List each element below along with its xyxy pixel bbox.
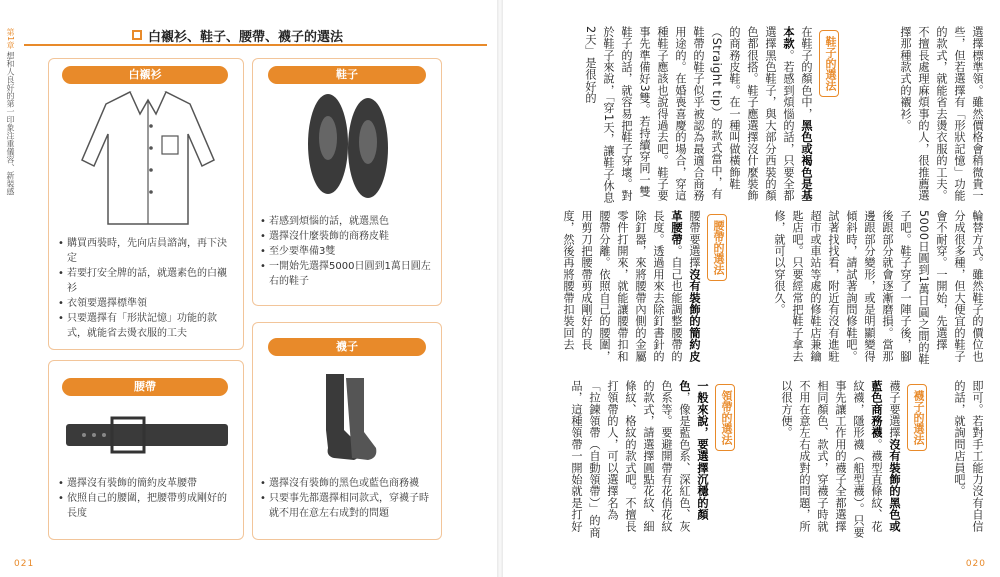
left-page	[0, 0, 497, 577]
section-heading-socks: 襪子的選法	[907, 384, 927, 451]
section-heading-shoes: 鞋子的選法	[819, 30, 839, 97]
text-tie-highlight: 一般來說，要選擇沉穩的顏色	[678, 380, 709, 521]
text-block-socks	[773, 380, 903, 540]
socks-label: 襪子	[268, 338, 426, 356]
belt-label: 腰帶	[62, 378, 228, 396]
belt-bullets	[58, 476, 236, 521]
shoes-illustration	[300, 88, 396, 204]
list-item: • 衣領要選擇標準領	[58, 296, 236, 311]
text-socks-highlight: 沒有裝飾的黑色或藍色商務襪	[870, 380, 901, 533]
text-socks-1: 襪子要選擇	[888, 380, 901, 439]
list-item: • 購買西裝時，先向店員諮詢，再下決定	[58, 236, 236, 266]
shirt-bullets	[58, 236, 236, 341]
text-belt-2: 。自己也能調整腰帶的長度。透過用來去除釘書針的除釘器，來將腰帶內側的金屬零件打開來，就能讓腰帶扣和腰帶分離。依照自己的腰圍，用剪刀把腰帶剪成剛好的長度，然後再將腰帶扣裝回去	[562, 210, 683, 363]
text-shoes-highlight: 黑色或褐色是基本款	[782, 26, 813, 202]
text-block-belt	[555, 210, 703, 370]
shirt-label: 白襯衫	[62, 66, 228, 84]
text-tie-2: ，像是藍色系、深紅色、灰色系等。要避開帶有花俏花紋的款式，請選擇圓點花紋、細條紋、格紋的款式吧。不擅長打領帶的人，可以選擇名為「拉鍊領帶（自動領帶）」的商品，這種領帶一開始就是打好	[570, 380, 691, 539]
list-item: • 選擇沒有裝飾的黑色或藍色商務襪	[260, 476, 438, 491]
text-shoes-1: 在鞋子的顏色中，	[800, 26, 813, 120]
list-item: • 依照自己的腰圍，把腰帶剪成剛好的長度	[58, 491, 236, 521]
list-item: • 至少要準備3雙	[260, 244, 438, 259]
page-number-right: 020	[965, 559, 986, 569]
belt-illustration	[62, 414, 232, 456]
text-socks-2: 。襪型直條紋、花紋襪，隱形襪（船型襪）。只要事先讓工作用的襪子全都選擇相同顏色、款式，穿襪子時就不用在意左右成對的問題，所以很方便。	[780, 380, 883, 539]
white-shirt-illustration	[78, 86, 218, 228]
text-belt-highlight: 沒有裝飾的簡約皮革腰帶	[670, 210, 701, 363]
socks-bullets	[260, 476, 438, 521]
list-item: • 只要選擇有「形狀記憶」功能的款式，就能省去燙衣服的工夫	[58, 311, 236, 341]
text-block-shoes-continued: 輪替方式。雖然鞋子的價位也分成很多種，但大便宜的鞋子會不耐穿。一開始，先選擇5000日圓到1萬日圓之間的鞋子吧。鞋子穿了一陣子後，腳後跟部分就會逐漸磨損。當那邊跟部分變形，或是明顯變得傾斜時，請試著詢問修鞋吧。試著找找看，附近有沒有進駐超市或車站等處的修鞋店兼鑰匙店吧。只要經常把鞋子拿去修，就可以穿很久。	[773, 210, 984, 366]
text-shoes-2: 。若感到煩惱的話，只要全都選擇黑色鞋子，與大部分西裝的顏色都很搭。鞋子應選擇沒什麼裝飾的商務皮鞋。在一種叫做橫飾鞋（Straight tip）的款式當中，有鞋帶的鞋子似乎被認為最適合商務用途的。在婚喪喜慶的場合，穿這種鞋子應該也說得過去吧。鞋子要事先準備好3雙。若持續穿同一雙鞋子的話，就容易把鞋子穿壞。對於鞋子來說，「穿1天，讓鞋子休息2天」是很好的	[584, 26, 795, 204]
text-block-belt-end: 即可。若對手工能力沒有自信的話，就詢問店員吧。	[953, 380, 984, 533]
list-item: • 選擇沒有裝飾的簡約皮革腰帶	[58, 476, 236, 491]
list-item: • 只要事先都選擇相同款式，穿襪子時就不用在意左右成對的問題	[260, 491, 438, 521]
text-block-tie	[555, 380, 711, 540]
shoes-label: 鞋子	[268, 66, 426, 84]
list-item: • 若感到煩惱的話，就選黑色	[260, 214, 438, 229]
page-title: 白襯衫、鞋子、腰帶、襪子的選法	[148, 29, 344, 45]
shoes-bullets	[260, 214, 438, 289]
list-item: • 一開始先選擇5000日圓到1萬日圓左右的鞋子	[260, 259, 438, 289]
section-heading-belt: 腰帶的選法	[707, 214, 727, 281]
chapter-title: 想和人良好的第一印象注重儀容、新裝感	[6, 51, 15, 196]
text-block-shirt-end: 選擇標準領。雖然價格會稍微貴一些，但若選擇有「形狀記憶」功能的款式，就能省去燙衣服的工夫。不擅長處理麻煩事的人，很推薦選擇那種款式的襯衫。	[899, 26, 984, 202]
page-number-left: 021	[14, 559, 35, 569]
page-title-bar	[24, 26, 487, 46]
chapter-side-label	[4, 28, 16, 228]
list-item: • 選擇沒什麼裝飾的商務皮鞋	[260, 229, 438, 244]
text-block-shoes	[555, 26, 815, 206]
list-item: • 若要打安全牌的話，就選素色的白襯衫	[58, 266, 236, 296]
text-belt-1: 腰帶要選擇	[688, 210, 701, 269]
right-page	[503, 0, 1000, 577]
section-heading-tie: 領帶的選法	[715, 384, 735, 451]
chapter-number: 第1章	[6, 28, 15, 50]
socks-illustration	[320, 370, 380, 466]
title-square-icon	[132, 30, 142, 40]
